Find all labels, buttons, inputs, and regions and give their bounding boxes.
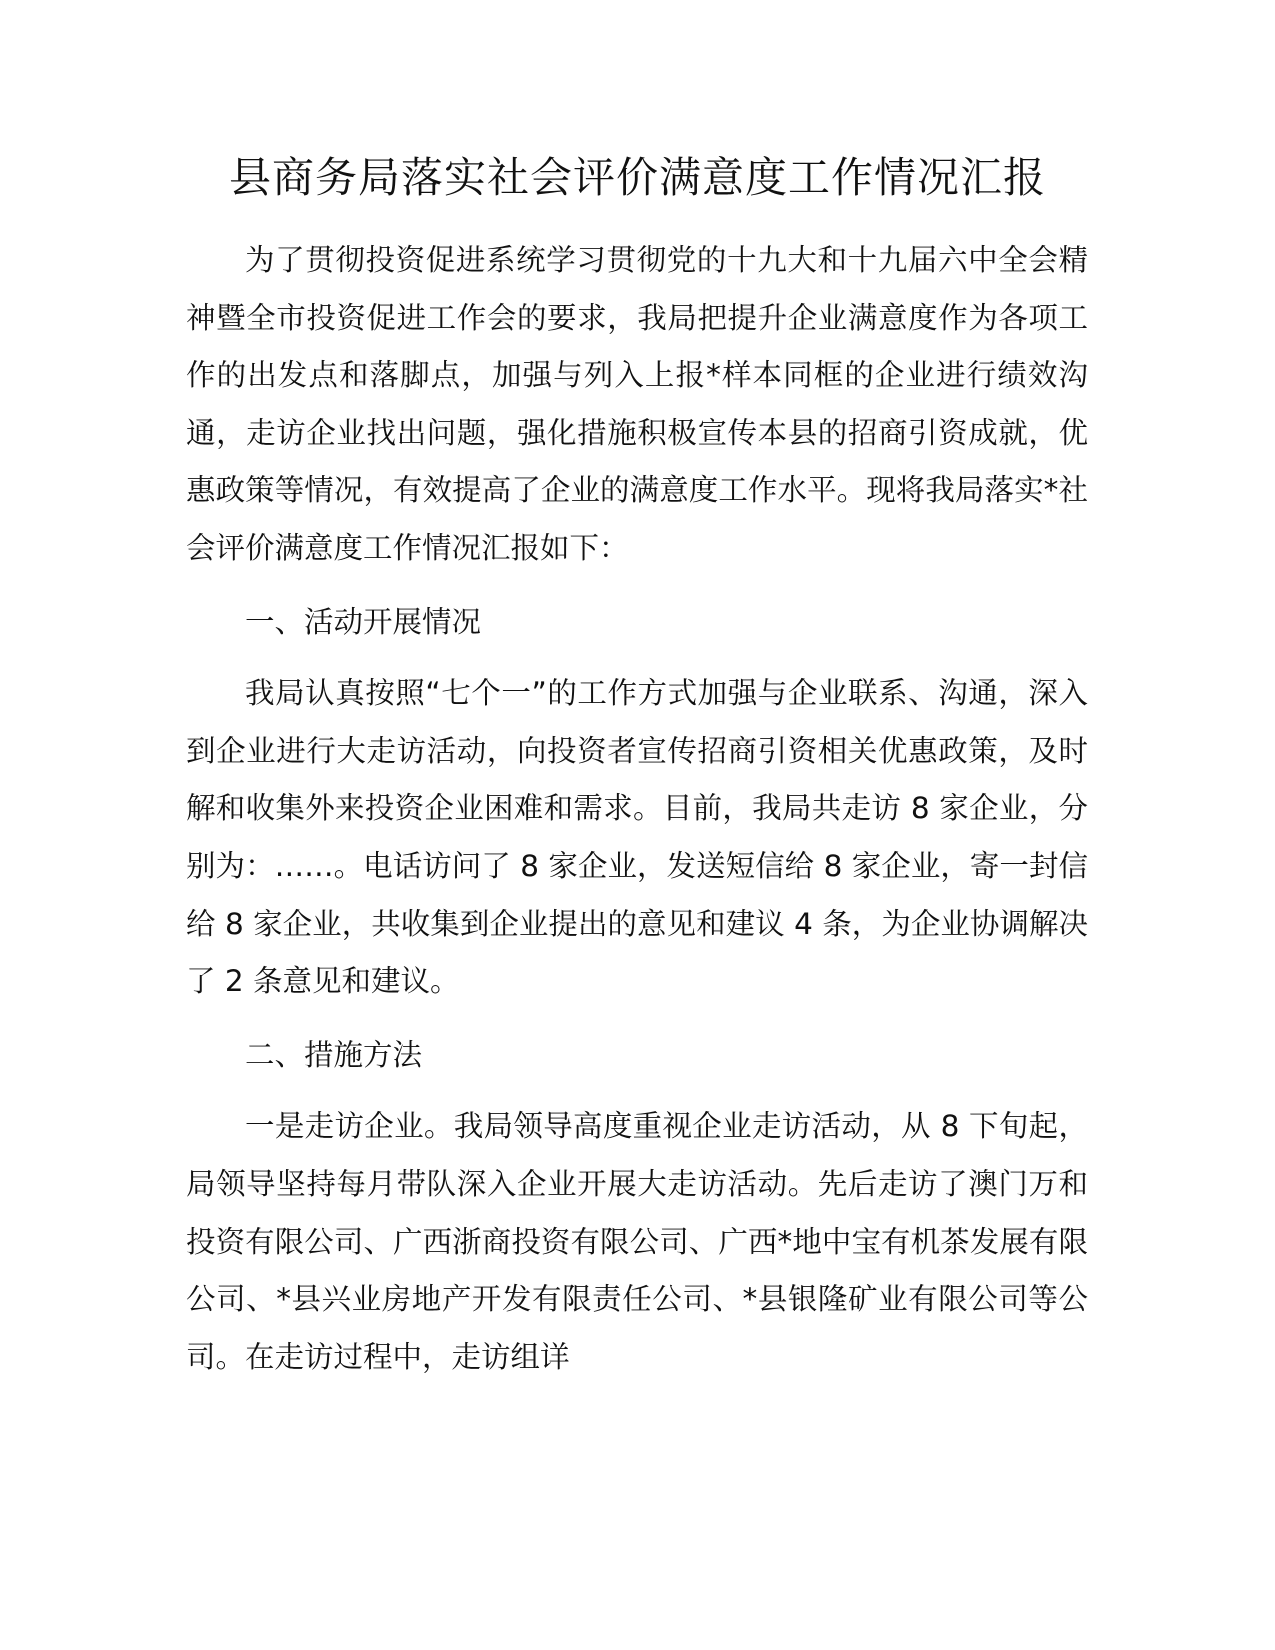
section-heading-measures: 二、措施方法	[245, 1037, 423, 1072]
document-title: 县商务局落实社会评价满意度工作情况汇报	[228, 153, 1046, 202]
document-body	[186, 232, 1088, 1386]
activities-paragraph: 我局认真按照“七个一”的工作方式加强与企业联系、沟通，深入到企业进行大走访活动，向投资者宣传招商引资相关优惠政策，及时解和收集外来投资企业困难和需求。目前，我局共走访 8 家企业，分别为：……。电话访问了 8 家企业，发送短信给 8 家企业，寄一封信给 8 家企业，共收集到企业提出的意见和建议 4 条，为企业协调解决了 2 条意见和建议。	[186, 676, 1088, 999]
section-heading-activities: 一、活动开展情况	[245, 604, 482, 639]
intro-paragraph: 为了贯彻投资促进系统学习贯彻党的十九大和十九届六中全会精神暨全市投资促进工作会的要求，我局把提升企业满意度作为各项工作的出发点和落脚点，加强与列入上报*样本同框的企业进行绩效沟通，走访企业找出问题，强化措施积极宣传本县的招商引资成就，优惠政策等情况，有效提高了企业的满意度工作水平。现将我局落实*社会评价满意度工作情况汇报如下：	[186, 243, 1088, 565]
measures-paragraph: 一是走访企业。我局领导高度重视企业走访活动，从 8 下旬起，局领导坚持每月带队深入企业开展大走访活动。先后走访了澳门万和投资有限公司、广西浙商投资有限公司、广西*地中宝有机茶发展有限公司、*县兴业房地产开发有限责任公司、*县银隆矿业有限公司等公司。在走访过程中，走访组详	[186, 1109, 1088, 1374]
